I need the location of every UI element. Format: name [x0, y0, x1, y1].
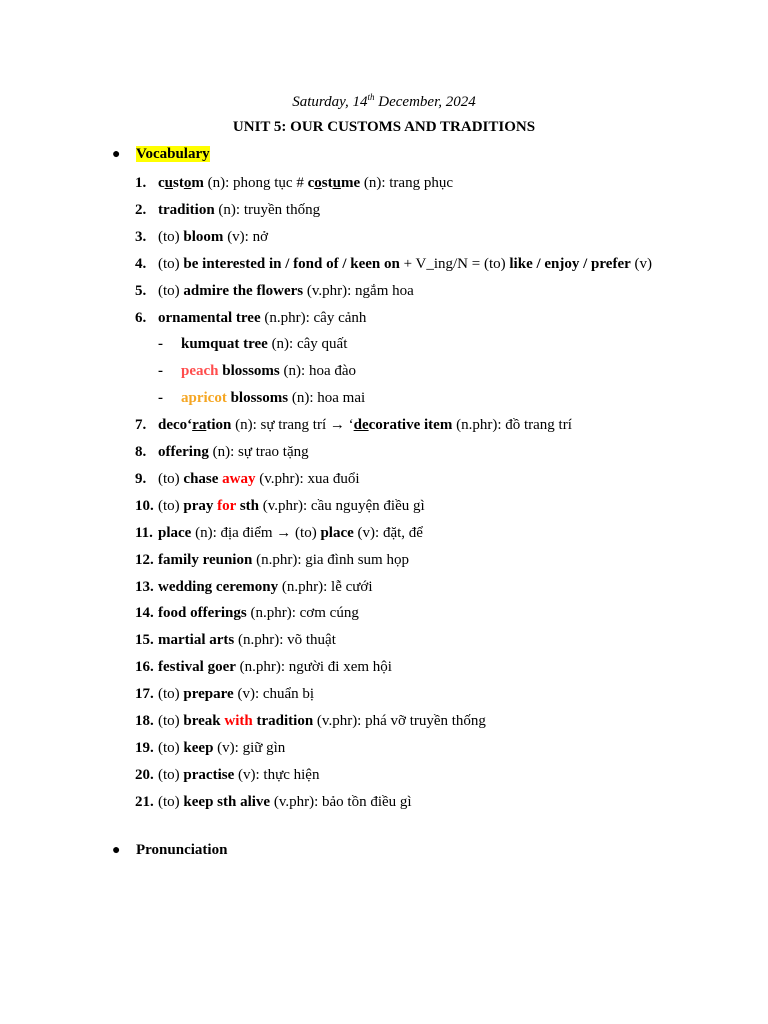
item-text-part: keep: [183, 739, 214, 756]
item-text: [158, 684, 314, 704]
item-text: [158, 469, 360, 489]
item-text-part: (n.phr): gia đình sum họp: [252, 551, 409, 568]
item-text-part: me: [340, 175, 361, 191]
item-text-part: bloom: [183, 228, 224, 245]
item-text-part: (n): sự trang trí → ‘: [231, 417, 354, 434]
item-text-part: c: [158, 175, 165, 191]
item-text-part: festival goer: [158, 659, 236, 676]
item-text-part: ornamental tree: [158, 309, 261, 326]
item-number: 6.: [135, 309, 147, 326]
item-text: [158, 173, 453, 193]
item-text: [181, 388, 365, 408]
item-text-part: (n.phr): lễ cưới: [278, 578, 373, 595]
item-text-part: sth: [236, 497, 259, 514]
item-number: 3.: [135, 228, 147, 245]
item-text: [158, 657, 392, 677]
item-number: 4.: [135, 255, 147, 272]
item-text-part: (n.phr): cây cảnh: [260, 309, 367, 326]
item-text-part: (n): trang phục: [360, 175, 453, 191]
section-heading: Pronunciation: [136, 842, 228, 858]
item-text-part: tradition: [158, 201, 215, 218]
item-number: 20.: [135, 766, 154, 783]
item-text-part: (v): nở: [223, 228, 269, 245]
item-number: 10.: [135, 497, 154, 514]
item-text-part: (to): [158, 793, 184, 810]
item-text: [158, 577, 373, 597]
bullet-icon: ●: [112, 843, 121, 858]
item-text: [181, 334, 347, 354]
item-text-part: tion: [206, 417, 232, 434]
item-text-part: keep sth alive: [183, 793, 271, 810]
item-number: 14.: [135, 605, 154, 622]
item-text-part: practise: [183, 766, 235, 783]
item-text-part: tradition: [252, 713, 314, 729]
item-text-part: (v.phr): phá vỡ truyền thống: [313, 713, 486, 729]
item-text-part: place: [320, 524, 354, 541]
item-text-part: (n): truyền thống: [214, 201, 321, 218]
item-text-part: st: [173, 175, 184, 191]
item-text-part: (to): [158, 766, 184, 783]
item-number: 1.: [135, 175, 147, 191]
item-text-part: break: [183, 713, 225, 729]
item-text: [158, 738, 285, 758]
section-vocabulary: [112, 146, 210, 163]
item-dash: -: [158, 363, 163, 380]
item-text-part: like / enjoy / prefer: [509, 255, 631, 272]
item-number: 16.: [135, 659, 154, 676]
item-text-part: martial arts: [158, 632, 235, 649]
item-text-part: (to): [158, 497, 184, 514]
item-text-part: u: [164, 175, 174, 191]
item-text-part: c: [307, 175, 315, 191]
item-text: [158, 792, 412, 812]
item-number: 11.: [135, 524, 153, 541]
item-text-part: deco‘: [158, 417, 193, 434]
item-text: [158, 281, 414, 301]
item-text-part: (n): sự trao tặng: [208, 444, 309, 460]
item-text-part: (v): chuẩn bị: [233, 686, 315, 703]
item-text-part: (to): [158, 686, 184, 703]
item-text: [158, 227, 268, 247]
item-number: 5.: [135, 282, 147, 299]
item-text-part: admire the flowers: [183, 282, 304, 299]
item-text: [158, 711, 486, 731]
item-number: 19.: [135, 739, 154, 756]
item-text-part: food offerings: [158, 605, 247, 622]
item-text-part: (v.phr): cầu nguyện điều gì: [259, 497, 425, 514]
item-text-part: de: [353, 417, 369, 434]
item-number: 9.: [135, 470, 147, 487]
item-text-part: u: [332, 175, 341, 191]
item-text-part: chase: [183, 470, 223, 487]
item-text-part: (n): hoa đào: [279, 363, 357, 380]
item-text-part: for: [217, 497, 237, 514]
item-text-part: st: [321, 175, 333, 191]
item-text: [158, 550, 409, 570]
item-text-part: (n.phr): võ thuật: [234, 632, 336, 649]
item-text: [158, 496, 425, 516]
item-text-part: (v): đặt, để: [353, 524, 423, 541]
item-number: 17.: [135, 686, 154, 703]
item-text-part: (n.phr): người đi xem hội: [235, 659, 392, 676]
item-text-part: ra: [192, 417, 207, 434]
item-dash: -: [158, 336, 163, 353]
item-text-part: with: [224, 713, 253, 729]
item-text-part: (to): [158, 470, 184, 487]
item-text: [158, 603, 359, 623]
item-text-part: (to): [158, 739, 184, 756]
item-text: [158, 254, 652, 274]
item-text-part: (n): phong tục #: [203, 175, 308, 191]
item-text-part: blossoms: [226, 390, 289, 407]
item-text-part: (v): thực hiện: [234, 766, 320, 783]
item-text: [158, 630, 336, 650]
bullet-icon: ●: [112, 147, 121, 162]
item-text-part: wedding ceremony: [158, 578, 279, 595]
item-text-part: o: [183, 175, 192, 191]
document-date: Saturday, 14th December, 2024: [292, 92, 476, 110]
item-text: [158, 415, 572, 435]
item-text-part: family reunion: [158, 551, 253, 568]
item-number: 7.: [135, 417, 147, 434]
item-text-part: (to): [158, 228, 184, 245]
item-dash: -: [158, 390, 163, 407]
item-text-part: (v.phr): bảo tồn điều gì: [270, 793, 412, 810]
item-text-part: be interested in / fond of / keen on: [183, 255, 400, 272]
item-text: [158, 523, 423, 543]
item-text-part: blossoms: [218, 363, 280, 380]
item-text-part: (to): [158, 282, 184, 299]
item-text-part: (v): giữ gìn: [213, 739, 286, 756]
item-text-part: offering: [158, 444, 209, 460]
item-text-part: corative item: [368, 417, 453, 434]
item-text: [158, 200, 320, 220]
item-text-part: (v.phr): xua đuổi: [255, 470, 360, 487]
document-title: UNIT 5: OUR CUSTOMS AND TRADITIONS: [232, 119, 536, 135]
item-text-part: kumquat tree: [181, 336, 268, 353]
item-text-part: apricot: [181, 390, 227, 407]
item-text: [158, 765, 319, 785]
item-text-part: (n): cây quất: [267, 336, 348, 353]
item-text-part: peach: [181, 363, 219, 380]
item-number: 2.: [135, 201, 147, 218]
item-text-part: (v.phr): ngắm hoa: [303, 282, 414, 299]
item-number: 15.: [135, 632, 154, 649]
item-number: 12.: [135, 551, 154, 568]
item-text-part: (n.phr): cơm cúng: [246, 605, 359, 622]
item-text-part: (n.phr): đồ trang trí: [452, 417, 572, 434]
item-number: 21.: [135, 793, 154, 810]
item-number: 8.: [135, 444, 147, 460]
item-text: [158, 442, 309, 462]
item-number: 18.: [135, 713, 154, 729]
item-number: 13.: [135, 578, 154, 595]
item-text-part: m: [191, 175, 204, 191]
item-text-part: pray: [183, 497, 218, 514]
item-text: [158, 308, 366, 328]
item-text-part: away: [222, 470, 256, 487]
item-text-part: (to): [158, 713, 184, 729]
item-text-part: o: [314, 175, 322, 191]
item-text-part: place: [158, 524, 192, 541]
item-text-part: (v): [630, 255, 653, 272]
item-text-part: + V_ing/N = (to): [399, 255, 510, 272]
section-heading: Vocabulary: [136, 146, 210, 162]
item-text: [181, 361, 356, 381]
item-text-part: (to): [158, 255, 184, 272]
item-text-part: prepare: [183, 686, 234, 703]
item-text-part: (n): địa điểm → (to): [191, 524, 321, 541]
section-pronunciation: [112, 842, 227, 859]
item-text-part: (n): hoa mai: [288, 390, 366, 407]
